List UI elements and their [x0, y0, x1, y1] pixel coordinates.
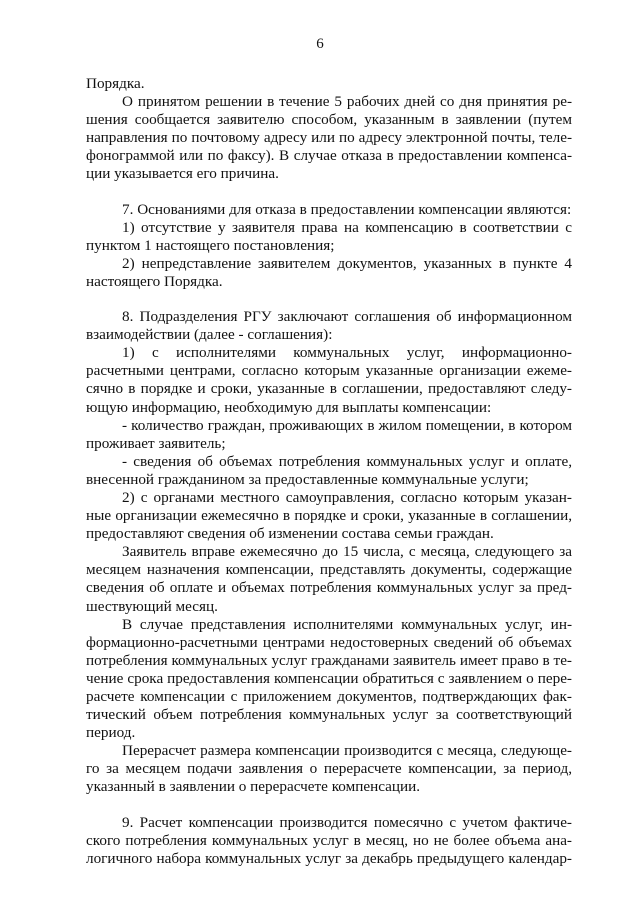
text-line: тический объем потребления коммунальных услуг за соответствующий: [86, 706, 572, 724]
text-line: В случае представления исполнителями коммунальных услуг, ин-: [122, 615, 572, 633]
text-line: пунктом 1 настоящего постановления;: [86, 236, 335, 254]
text-line: 1) отсутствие у заявителя права на компенсацию в соответствии с: [122, 218, 572, 236]
text-line: сячно в порядке и сроки, указанные в соглашении, предоставляют следу-: [86, 380, 572, 398]
text-line: 7. Основаниями для отказа в предоставлении компенсации являются:: [122, 200, 572, 218]
text-line: чение срока предоставления компенсации обратиться с заявлением о пере-: [86, 669, 572, 687]
text-line: О принятом решении в течение 5 рабочих дней со дня принятия ре-: [122, 93, 572, 111]
text-line: внесенной гражданином за предоставленные коммунальные услуги;: [86, 470, 529, 488]
text-line: Заявитель вправе ежемесячно до 15 числа, с месяца, следующего за: [122, 543, 572, 561]
text-line: шения сообщается заявителю способом, указанным в заявлении (путем: [86, 111, 572, 129]
text-line: 2) непредставление заявителем документов, указанных в пункте 4: [122, 254, 572, 272]
text-line: ского потребления коммунальных услуг в месяц, но не более объема ана-: [86, 831, 572, 849]
text-line: расчетными центрами, согласно которым указанные организации ежеме-: [86, 362, 572, 380]
text-line: 9. Расчет компенсации производится помесячно с учетом фактиче-: [122, 813, 572, 831]
page-number: 6: [316, 36, 324, 52]
text-line: го за месяцем подачи заявления о перерасчете компенсации, за период,: [86, 760, 572, 778]
text-line: настоящего Порядка.: [86, 272, 223, 290]
text-line: сведения об оплате и объемах потребления коммунальных услуг за пред-: [86, 579, 572, 597]
paragraph-gap: [86, 291, 572, 308]
text-line: направления по почтовому адресу или по адресу электронной почты, теле-: [86, 129, 572, 147]
text-line: указанный в заявлении о перерасчете компенсации.: [86, 778, 421, 796]
text-line: ции указывается его причина.: [86, 165, 279, 183]
text-line: - сведения об объемах потребления коммунальных услуг и оплате,: [122, 452, 572, 470]
text-line: ющую информацию, необходимую для выплаты компенсации:: [86, 398, 492, 416]
text-line: Порядка.: [86, 75, 145, 92]
text-line: логичного набора коммунальных услуг за декабрь предыдущего календар-: [86, 849, 572, 867]
text-line: Перерасчет размера компенсации производится с месяца, следующе-: [122, 742, 572, 760]
text-line: - количество граждан, проживающих в жилом помещении, в котором: [122, 416, 572, 434]
text-line: предоставляют сведения об изменении состава семьи граждан.: [86, 525, 494, 543]
text-line: проживает заявитель;: [86, 434, 226, 452]
text-line: фонограммой или по факсу). В случае отказа в предоставлении компенса-: [86, 147, 572, 165]
text-line: взаимодействии (далее - соглашения):: [86, 326, 333, 344]
text-line: расчете компенсации с приложением документов, подтверждающих фак-: [86, 688, 572, 705]
document-body: [86, 75, 572, 868]
text-line: 1) с исполнителями коммунальных услуг, информационно-: [122, 344, 572, 362]
paragraph-gap: [86, 797, 572, 814]
text-line: формационно-расчетными центрами недостоверных сведений об объемах: [86, 633, 572, 651]
text-line: потребления коммунальных услуг гражданами заявитель имеет право в те-: [86, 651, 572, 669]
text-line: месяцем назначения компенсации, представлять документы, содержащие: [86, 561, 572, 579]
paragraph-gap: [86, 184, 572, 201]
text-line: 2) с органами местного самоуправления, согласно которым указан-: [122, 488, 572, 506]
text-line: период.: [86, 724, 136, 742]
text-line: 8. Подразделения РГУ заключают соглашения об информационном: [122, 308, 572, 326]
text-line: шествующий месяц.: [86, 597, 218, 615]
text-line: ные организации ежемесячно в порядке и сроки, указанные в соглашении,: [86, 507, 572, 525]
